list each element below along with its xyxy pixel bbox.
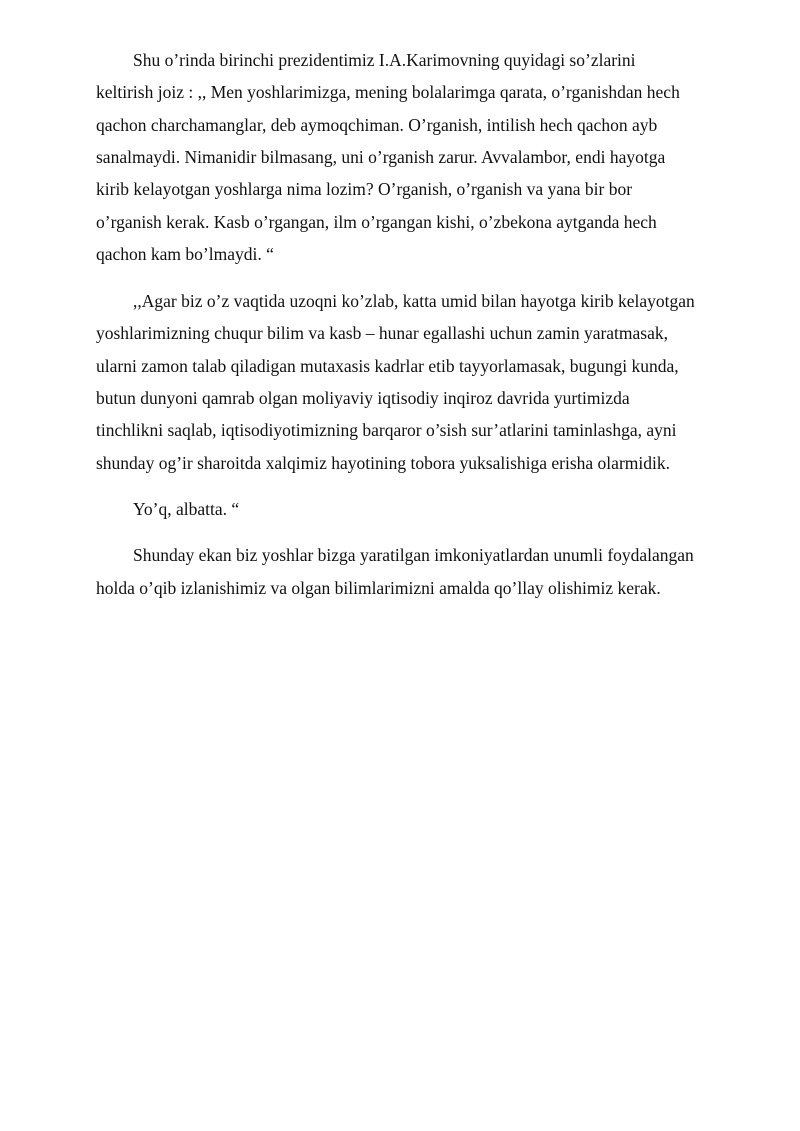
paragraph-line: sanalmaydi. Nimanidir bilmasang, uni o’rganish zarur. Avvalambor, endi hayotga <box>96 147 666 167</box>
paragraph-line: kirib kelayotgan yoshlarga nima lozim? O’rganish, o’rganish va yana bir bor <box>96 179 633 199</box>
paragraph-line: keltirish joiz : ,, Men yoshlarimizga, mening bolalarimga qarata, o’rganishdan hech <box>96 82 680 102</box>
paragraph-line: yoshlarimizning chuqur bilim va kasb – hunar egallashi uchun zamin yaratmasak, <box>96 323 668 343</box>
paragraph-line: Shunday ekan biz yoshlar bizga yaratilgan imkoniyatlardan unumli foydalangan <box>133 545 694 565</box>
paragraph-line: ,,Agar biz o’z vaqtida uzoqni ko’zlab, katta umid bilan hayotga kirib kelayotgan <box>133 291 695 311</box>
paragraph-line: qachon kam bo’lmaydi. “ <box>96 244 274 264</box>
paragraph-line: butun dunyoni qamrab olgan moliyaviy iqtisodiy inqiroz davrida yurtimizda <box>96 388 630 408</box>
paragraph-line: Yo’q, albatta. “ <box>133 499 240 519</box>
paragraph-line: holda o’qib izlanishimiz va olgan bilimlarimizni amalda qo’llay olishimiz kerak. <box>96 578 661 598</box>
paragraph-line: Shu o’rinda birinchi prezidentimiz I.A.Karimovning quyidagi so’zlarini <box>133 50 636 70</box>
paragraph-line: ularni zamon talab qiladigan mutaxasis kadrlar etib tayyorlamasak, bugungi kunda, <box>96 356 679 376</box>
paragraph-line: o’rganish kerak. Kasb o’rgangan, ilm o’rgangan kishi, o’zbekona aytganda hech <box>96 212 657 232</box>
paragraph-line: qachon charchamanglar, deb aymoqchiman. O’rganish, intilish hech qachon ayb <box>96 115 658 135</box>
paragraph-line: shunday og’ir sharoitda xalqimiz hayotining tobora yuksalishiga erisha olarmidik. <box>96 453 670 473</box>
paragraph-line: tinchlikni saqlab, iqtisodiyotimizning barqaror o’sish sur’atlarini taminlashga, ayni <box>96 420 677 440</box>
